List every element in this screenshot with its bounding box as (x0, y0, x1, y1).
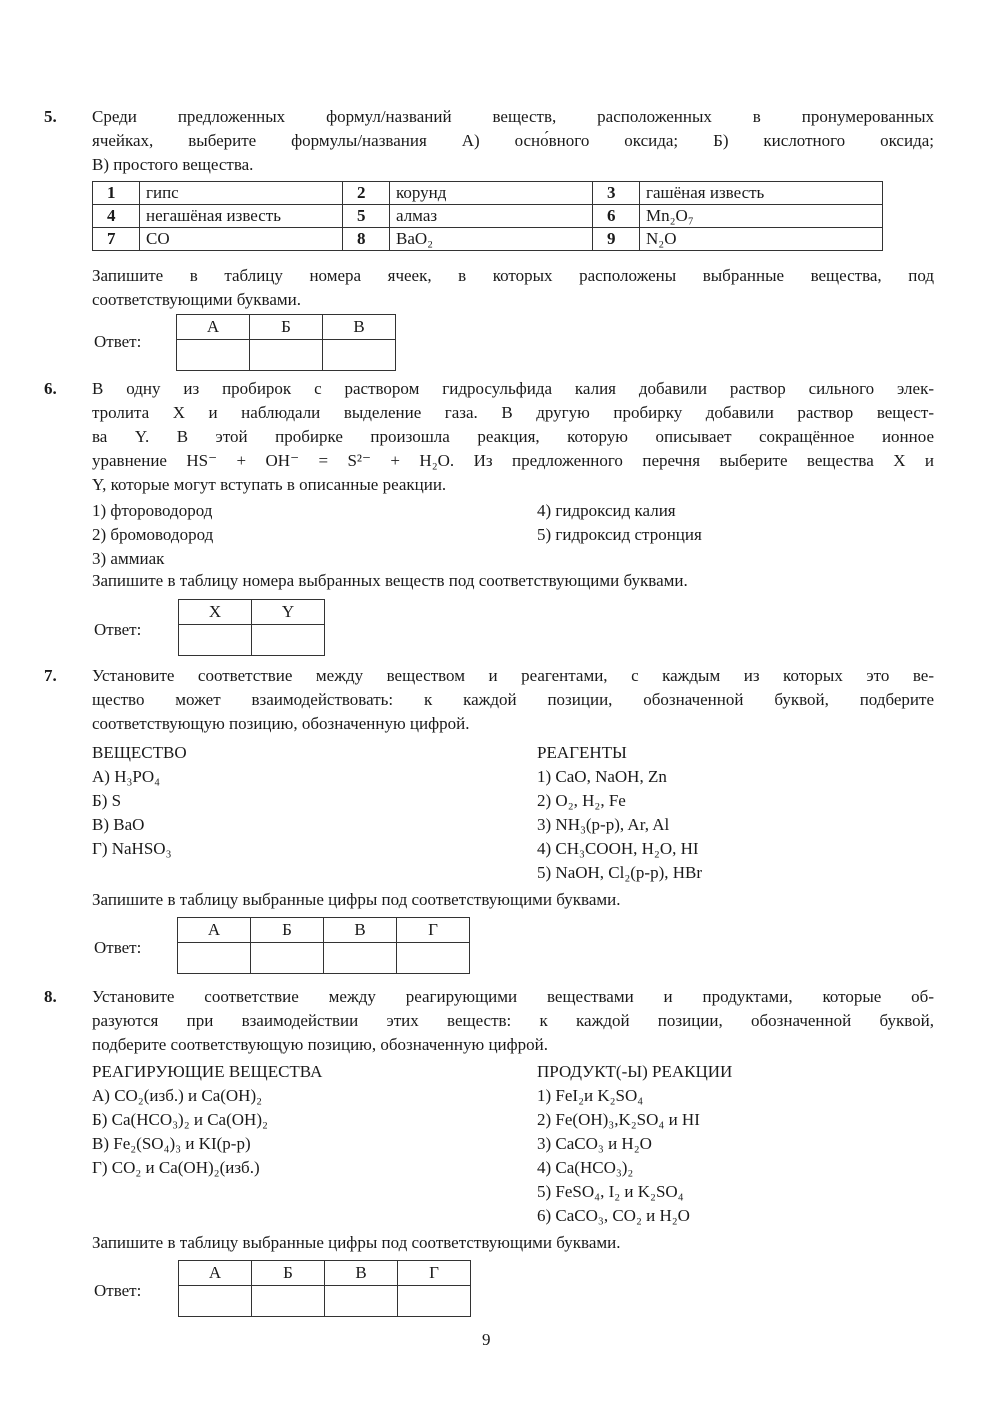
question-number: 8. (44, 987, 57, 1006)
answer-label: Ответ: (94, 332, 142, 351)
question-text: Установите соответствие между веществом и реагентами, с каждым из которых это ве- щество может взаимодействовать: к каждой позиции, обозначенной буквой, подберите соответствующую позицию, обозначенную цифрой. (92, 666, 934, 733)
answer-cell-a[interactable] (179, 1286, 252, 1317)
answer-cell-x[interactable] (179, 625, 252, 656)
instruction: Запишите в таблицу номера ячеек, в которых расположены выбранные вещества, под соответствующими буквами. (92, 266, 934, 309)
instruction: Запишите в таблицу номера выбранных веществ под соответствующими буквами. (92, 571, 688, 590)
question-number: 5. (44, 107, 57, 126)
answer-label: Ответ: (94, 938, 142, 957)
question-text: Среди предложенных формул/названий веществ, расположенных в пронумерованных ячейках, выберите формулы/названия А) осно́вного оксида; Б) кислотного оксида; В) простого вещества. (92, 107, 934, 174)
substances-column: ВЕЩЕСТВО А) H₃PO₄ Б) S В) BaO Г) NaHSO₃ (92, 743, 187, 858)
answer-cell-b[interactable] (250, 340, 323, 371)
answer-cell-v[interactable] (324, 943, 397, 974)
answer-cell-b[interactable] (251, 943, 324, 974)
substances-table: 1 гипс 2 корунд 3 гашёная известь 4 негашёная известь 5 алмаз 6 Mn₂O₇ 7 CO 8 BaO₂ 9 N₂O (92, 181, 883, 251)
answer-table: А Б В Г (177, 917, 470, 974)
instruction: Запишите в таблицу выбранные цифры под соответствующими буквами. (92, 890, 621, 909)
question-text: В одну из пробирок с раствором гидросульфида калия добавили раствор сильного элек- тролита X и наблюдали выделение газа. В другую пробирку добавили раствор вещест- ва Y. В этой пробирке произошла реакция, которую описывает сокращённое ионное уравнение HS⁻ + OH⁻ = S²⁻ + H₂O. Из предложенного перечня выберите вещества X и Y, которые могут вступать в описанные реакции. (92, 379, 934, 494)
answer-label: Ответ: (94, 1281, 142, 1300)
answer-cell-y[interactable] (252, 625, 325, 656)
options-left: 1) фтороводород 2) бромоводород 3) аммиак (92, 501, 214, 568)
options-right: 4) гидроксид калия 5) гидроксид стронция (537, 501, 702, 544)
page-number: 9 (482, 1330, 491, 1349)
answer-cell-v[interactable] (325, 1286, 398, 1317)
products-column: ПРОДУКТ(-Ы) РЕАКЦИИ 1) FeI₂и K₂SO₄ 2) Fe(OH)₃,K₂SO₄ и HI 3) CaCO₃ и H₂O 4) Ca(HCO₃)₂ 5) FeSO₄, I₂ и K₂SO₄ 6) CaCO₃, CO₂ и H₂O (537, 1062, 733, 1225)
answer-cell-b[interactable] (252, 1286, 325, 1317)
answer-label: Ответ: (94, 620, 142, 639)
answer-cell-a[interactable] (177, 340, 250, 371)
reactants-column: РЕАГИРУЮЩИЕ ВЕЩЕСТВА А) CO₂(изб.) и Ca(OH)₂ Б) Ca(HCO₃)₂ и Ca(OH)₂ В) Fe₂(SO₄)₃ и KI(р-р) Г) CO₂ и Ca(OH)₂(изб.) (92, 1062, 323, 1177)
answer-table: X Y (178, 599, 325, 656)
answer-table: А Б В (176, 314, 396, 371)
answer-cell-v[interactable] (323, 340, 396, 371)
answer-cell-g[interactable] (397, 943, 470, 974)
reagents-column: РЕАГЕНТЫ 1) CaO, NaOH, Zn 2) O₂, H₂, Fe 3) NH₃(р-р), Ar, Al 4) CH₃COOH, H₂O, HI 5) NaOH, Cl₂(р-р), HBr (537, 743, 703, 882)
answer-table: А Б В Г (178, 1260, 471, 1317)
instruction: Запишите в таблицу выбранные цифры под соответствующими буквами. (92, 1233, 621, 1252)
question-number: 6. (44, 379, 57, 398)
answer-cell-a[interactable] (178, 943, 251, 974)
question-text: Установите соответствие между реагирующими веществами и продуктами, которые об- разуются при взаимодействии этих веществ: к каждой позиции, обозначенной буквой, подберите соответствующую позицию, обозначенную цифрой. (92, 987, 934, 1054)
question-number: 7. (44, 666, 57, 685)
answer-cell-g[interactable] (398, 1286, 471, 1317)
